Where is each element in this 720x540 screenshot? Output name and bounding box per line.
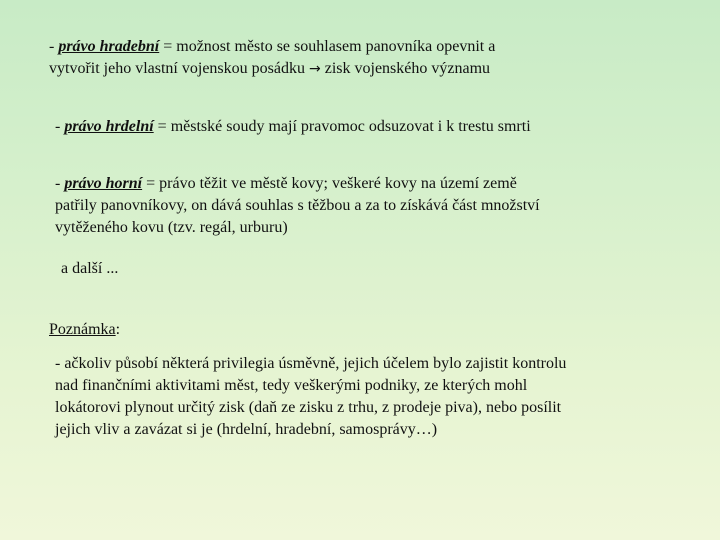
paragraph-line: [55, 116, 655, 138]
and-more-text: [61, 258, 118, 280]
paragraph-line: - ačkoliv působí některá privilegia úsměvně, jejich účelem bylo zajistit kontrolu: [55, 355, 567, 372]
list-dash: -: [55, 118, 65, 135]
paragraph-line: lokátorovi plynout určitý zisk (daň ze zisku z trhu, z prodeje piva), nebo posílit: [55, 399, 562, 416]
paragraph-line: [55, 173, 655, 195]
list-dash: -: [55, 175, 65, 192]
paragraph-line: vytěženého kovu (tzv. regál, urburu): [55, 219, 288, 236]
and-more-label: a další ...: [61, 260, 119, 277]
note-heading: [49, 319, 120, 341]
definition-text: zisk vojenského významu: [320, 60, 491, 77]
term-pravo-horni: právo horní: [64, 175, 143, 192]
paragraph-pravo-horni: [55, 173, 655, 239]
term-pravo-hrdelni: právo hrdelní: [64, 118, 154, 135]
paragraph-pravo-hrdelni: [55, 116, 655, 138]
term-pravo-hradebni: právo hradební: [58, 38, 160, 55]
paragraph-pravo-hradebni: [49, 36, 609, 80]
definition-text: = právo těžit ve městě kovy; veškeré kovy na území země: [142, 175, 517, 192]
paragraph-line: [49, 36, 609, 58]
list-dash: -: [49, 38, 59, 55]
note-paragraph: [55, 353, 665, 441]
paragraph-line: jejich vliv a zavázat si je (hrdelní, hradební, samosprávy…): [55, 421, 438, 438]
definition-text: = městské soudy mají pravomoc odsuzovat i k trestu smrti: [153, 118, 531, 135]
note-colon: :: [115, 321, 121, 338]
definition-text: = možnost město se souhlasem panovníka opevnit a: [159, 38, 496, 55]
definition-text: vytvořit jeho vlastní vojenskou posádku: [49, 60, 309, 77]
arrow-right-icon: →: [308, 61, 321, 77]
note-label: Poznámka: [49, 321, 116, 338]
paragraph-line: [49, 58, 609, 80]
paragraph-line: nad finančními aktivitami měst, tedy veškerými podniky, ze kterých mohl: [55, 377, 528, 394]
paragraph-line: patřily panovníkovy, on dává souhlas s těžbou a za to získává část množství: [55, 197, 540, 214]
